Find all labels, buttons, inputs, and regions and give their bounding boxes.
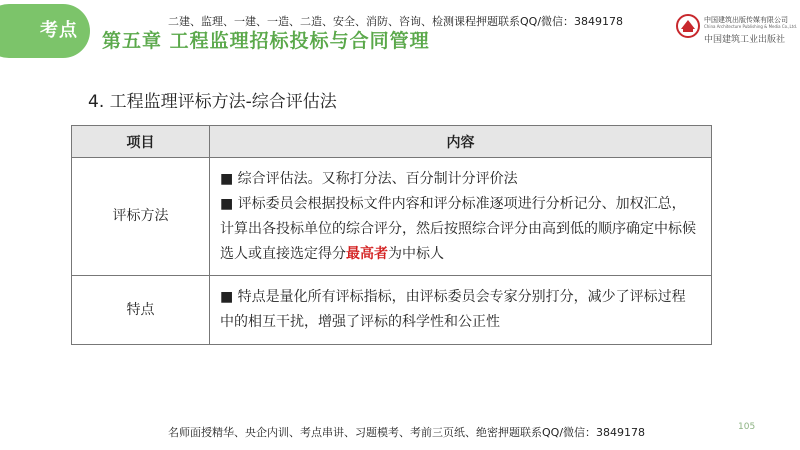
footer-contact-note: 名师面授精华、央企内训、考点串讲、习题模考、考前三页纸、绝密押题联系QQ/微信：3849178: [168, 426, 646, 439]
header-item: 项目: [72, 126, 210, 158]
table-row: [72, 276, 712, 345]
evaluation-method-table: [71, 125, 712, 345]
publisher-emblem-icon: [676, 14, 700, 38]
row-item-label: 特点: [72, 276, 210, 345]
row-content: [210, 158, 712, 276]
emphasis-text: 最高者: [346, 245, 388, 262]
publisher-name-cn-2: 中国建筑工业出版社: [704, 35, 786, 45]
content-text: 为中标人: [388, 245, 444, 262]
content-line: [220, 192, 699, 267]
row-item-label: 评标方法: [72, 158, 210, 276]
top-contact-note: 二建、监理、一建、一造、二造、安全、消防、咨询、检测课程押题联系QQ/微信：3849178: [168, 15, 624, 28]
topic-badge-label: 考点: [40, 20, 78, 41]
header-content: 内容: [210, 126, 712, 158]
publisher-name-cn: 中国建筑出版传媒有限公司: [704, 16, 788, 24]
row-content: ■ 特点是量化所有评标指标，由评标委员会专家分别打分，减少了评标过程中的相互干扰，增强了评标的科学性和公正性: [210, 276, 712, 345]
slide-header: [0, 0, 800, 60]
chapter-title: 第五章 工程监理招标投标与合同管理: [102, 30, 430, 52]
table-row: [72, 158, 712, 276]
content-text: ■ 评标委员会根据投标文件内容和评分标准逐项进行分析记分、加权汇总，计算出各投标单位的综合评分，然后按照综合评分由高到低的顺序确定中标候选人或直接选定得分: [220, 195, 696, 262]
publisher-name-en: China Architecture Publishing & Media Co.,Ltd.: [704, 24, 798, 29]
table-header-row: [72, 126, 712, 158]
page-number: 105: [738, 422, 756, 432]
content-line: ■ 综合评估法。又称打分法、百分制计分评价法: [220, 170, 518, 187]
publisher-logo: [676, 10, 798, 50]
section-title: 4. 工程监理评标方法-综合评估法: [88, 92, 337, 112]
